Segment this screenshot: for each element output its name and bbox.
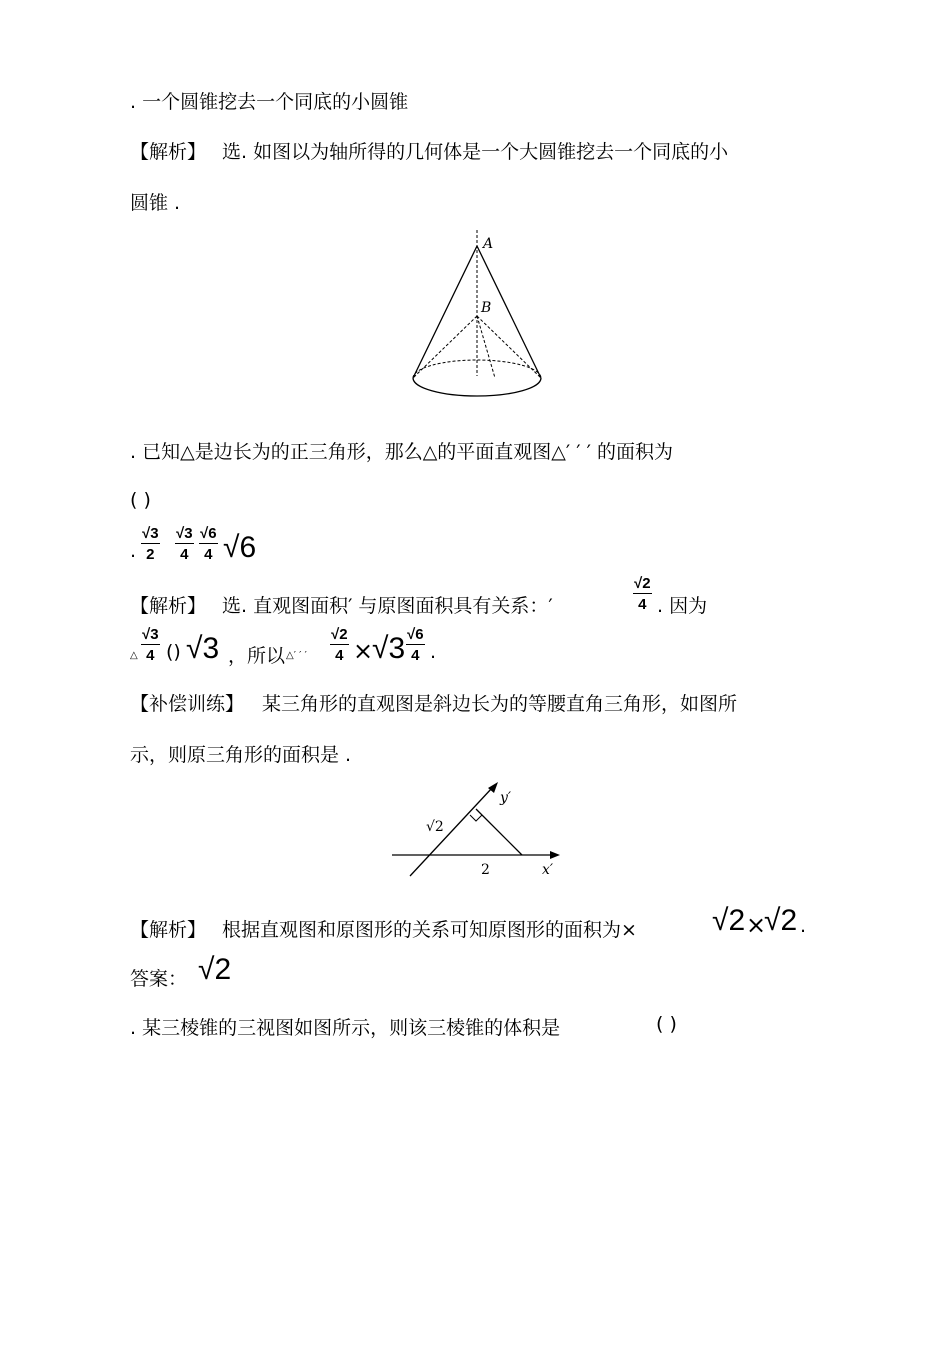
option-b-denominator: 4 [180,546,189,563]
answer-label: 答案： [130,968,188,990]
sqrt3-value: √3 [186,632,220,665]
supplement-analysis-text: 根据直观图和原图形的关系可知原图形的面积为× [222,919,637,941]
option-b-numerator: √3 [176,525,193,542]
y-axis [410,788,492,876]
supplement-label: 【补偿训练】 [130,693,245,715]
point-b-label: B [481,300,492,316]
base-front-arc [413,378,541,396]
result-period: . [430,641,437,663]
point-a-label: A [483,236,494,252]
result1-numerator: √2 [331,626,348,643]
analysis-text-line1: 选. 如图以为轴所得的几何体是一个大圆锥挖去一个同底的小 [222,141,729,163]
inner-cone-left [413,316,477,378]
because-text: . 因为 [657,595,708,617]
q2-option-b-frac [175,526,194,562]
q2-stem-line1: . 已知△是边长为的正三角形，那么△的平面直观图△′ ′ ′ 的面积为 [130,441,673,463]
times-sign: × [353,637,374,665]
result-sqrt2-b: √2 [764,904,798,937]
so-text: ，所以 [228,645,286,667]
q2-option-d-sqrt6: √6 [223,531,257,564]
q2-option-c-frac [199,526,218,562]
option-c-denominator: 4 [204,546,213,563]
inner-cone-right [477,316,541,378]
result-frac-1 [330,627,349,663]
triangle-symbol: △ [130,650,138,661]
result1-denominator: 4 [335,647,344,664]
area-numerator: √3 [142,626,159,643]
sqrt3-factor: √3 [372,632,406,665]
ratio-numerator: √2 [634,575,651,592]
q3-stem: . 某三棱锥的三视图如图所示，则该三棱锥的体积是 [130,1017,561,1039]
cone-figure [395,226,555,416]
supplement-line2: 示，则原三角形的面积是 . [130,744,352,766]
result2-denominator: 4 [411,647,420,664]
result-frac-2 [406,627,425,663]
option-d-text: . 一个圆锥挖去一个同底的小圆锥 [130,91,409,113]
label-2: 2 [481,862,490,878]
right-angle-mark [470,815,482,821]
empty-parens: () [166,641,181,663]
x-axis-arrow [550,851,560,859]
analysis-label: 【解析】 [130,141,207,163]
result2-numerator: √6 [407,626,424,643]
q2-options-dot: . [130,540,137,562]
label-x-prime: x′ [542,862,554,878]
option-c-numerator: √6 [200,525,217,542]
result-period: . [800,915,807,937]
q3-answer-blank: ( ) [656,1013,677,1035]
label-sqrt2: √2 [426,819,444,835]
triangle-side [476,809,522,855]
option-a-denominator: 2 [146,546,155,563]
area-denominator: 4 [146,647,155,664]
option-a-numerator: √3 [142,525,159,542]
result-times: × [746,911,767,939]
q2-option-a-frac [141,526,160,562]
q2-analysis-label: 【解析】 [130,595,207,617]
supplement-analysis-label: 【解析】 [130,919,207,941]
analysis-text-line2: 圆锥 . [130,192,181,214]
area-ratio-frac [633,576,652,612]
result-sqrt2-a: √2 [712,904,746,937]
area-frac [141,627,160,663]
triangle-figure [388,780,568,880]
cone-left-edge [413,246,477,378]
answer-value: √2 [198,953,232,986]
q2-answer-blank: ( ) [130,489,151,511]
q2-analysis-text: 选. 直观图面积′ 与原图面积具有关系：′ [222,595,553,617]
ratio-denominator: 4 [638,596,647,613]
triangle-prime-symbol: △′ ′ ′ [286,650,307,661]
label-y-prime: y′ [500,790,512,806]
supplement-line1: 某三角形的直观图是斜边长为的等腰直角三角形，如图所 [262,693,738,715]
